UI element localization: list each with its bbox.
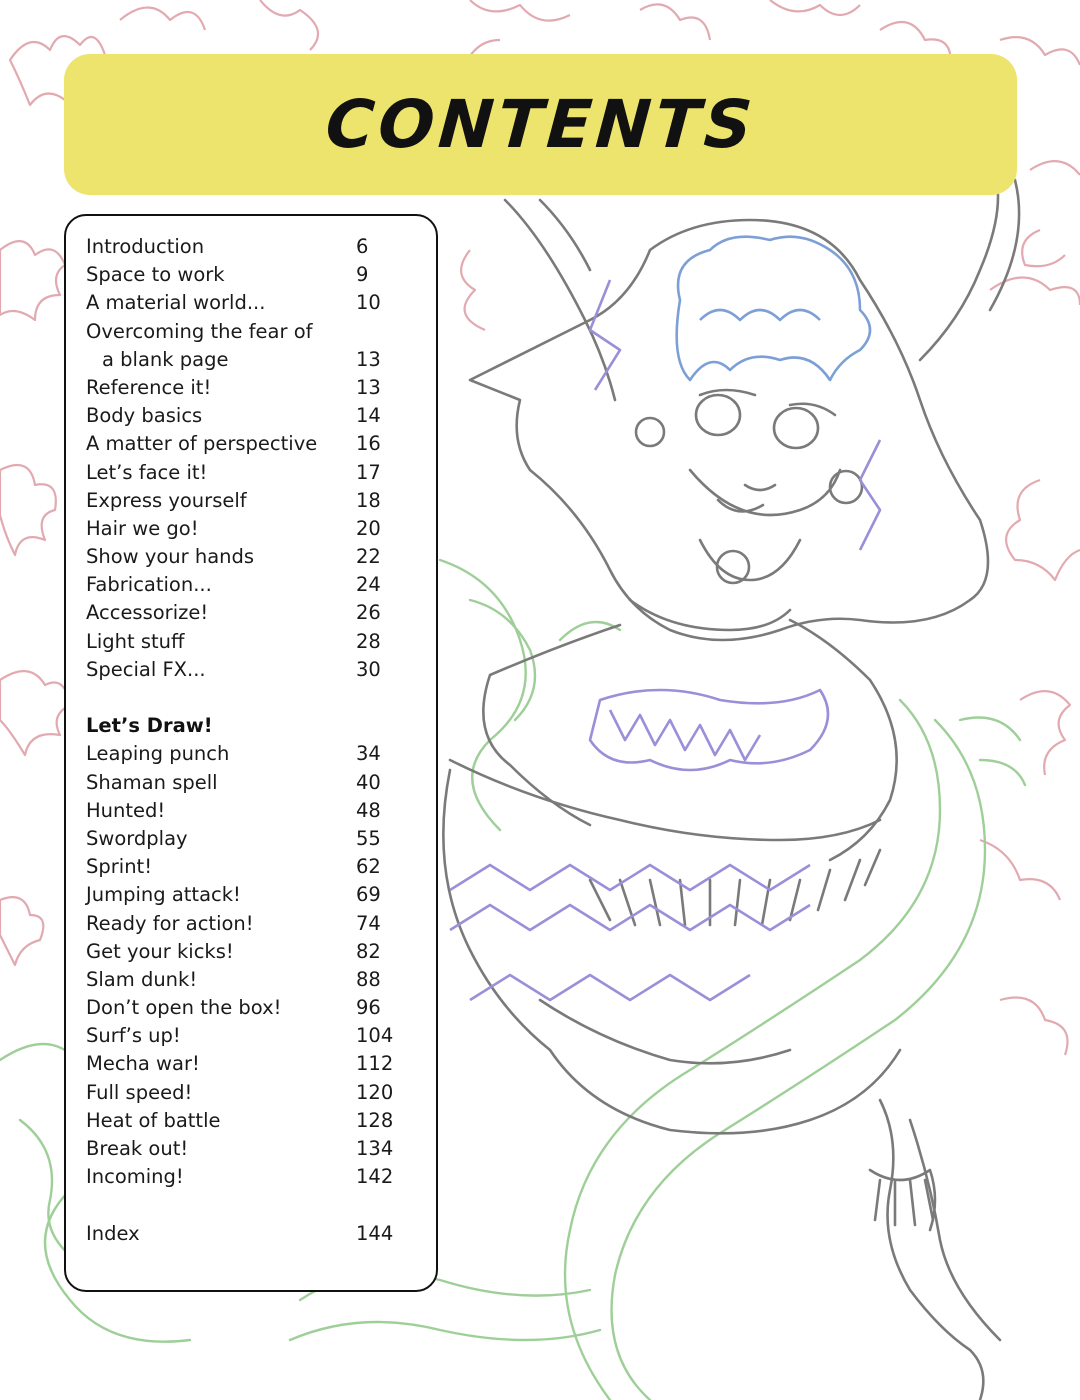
toc-entry[interactable] [86,628,436,656]
toc-entry-page: 10 [356,291,381,315]
toc-entry[interactable] [86,910,436,938]
toc-entry-page: 104 [356,1024,394,1048]
contents-banner [64,54,1017,195]
toc-entry-page: 82 [356,939,381,963]
toc-entry-page: 69 [356,883,381,907]
toc-entry-page: 142 [356,1165,394,1189]
toc-entry-page: 55 [356,826,381,850]
toc-entry[interactable] [86,938,436,966]
toc-entry-title: Body basics [86,404,203,428]
toc-entry[interactable] [86,1022,436,1050]
toc-entry[interactable] [86,1050,436,1078]
toc-entry-page: 40 [356,770,381,794]
toc-entry-title: Mecha war! [86,1052,200,1076]
toc-entry[interactable] [86,459,436,487]
toc-entry[interactable] [86,318,436,346]
toc-entry-title: Light stuff [86,629,185,653]
toc-entry-page: 26 [356,601,381,625]
toc-entry-page: 9 [356,263,369,287]
toc-section-list [86,740,436,1191]
toc-entry[interactable] [86,233,436,261]
toc-entry-title: Don’t open the box! [86,996,282,1020]
toc-entry-title: Ready for action! [86,911,254,935]
toc-entry-title: Hair we go! [86,516,199,540]
toc-entry-title: Shaman spell [86,770,218,794]
toc-entry[interactable] [86,346,436,374]
toc-entry[interactable] [86,430,436,458]
toc-entry[interactable] [86,1079,436,1107]
toc-entry-page: 48 [356,798,381,822]
toc-main-list [86,233,436,684]
toc-entry-title: Jumping attack! [86,883,241,907]
toc-entry-page: 88 [356,967,381,991]
toc-entry[interactable] [86,966,436,994]
hair-accent [677,237,870,380]
toc-entry-title: Index [86,1221,140,1245]
toc-entry-title: A matter of perspective [86,432,318,456]
toc-entry-page: 96 [356,996,381,1020]
toc-entry-page: 13 [356,347,381,371]
toc-entry-page: 62 [356,855,381,879]
toc-entry[interactable] [86,769,436,797]
dress-pattern [450,280,880,1000]
toc-entry[interactable] [86,1135,436,1163]
toc-entry[interactable] [86,571,436,599]
toc-entry[interactable] [86,1163,436,1191]
section-heading: Let’s Draw! [86,714,213,738]
toc-entry-title: Slam dunk! [86,967,198,991]
toc-entry-title: Sprint! [86,855,153,879]
toc-entry-title: Show your hands [86,545,255,569]
toc-entry-page: 24 [356,573,381,597]
toc-entry-page: 6 [356,235,369,258]
toc-entry-title: Let’s face it! [86,460,208,484]
toc-entry-title: Overcoming the fear of [86,319,313,343]
toc-entry-page: 14 [356,404,381,428]
toc-entry-title: Break out! [86,1137,189,1160]
toc-entry[interactable] [86,515,436,543]
toc-entry-page: 18 [356,488,381,512]
toc-entry-page: 112 [356,1052,394,1076]
page-title: CONTENTS [322,86,759,163]
toc-entry-title: Surf’s up! [86,1024,181,1048]
toc-entry-page: 30 [356,657,381,681]
toc-entry[interactable] [86,261,436,289]
toc-entry-title: Full speed! [86,1080,193,1104]
toc-entry-page: 20 [356,516,381,540]
toc-entry[interactable] [86,543,436,571]
toc-index-row[interactable] [86,1220,436,1248]
toc-entry-page: 74 [356,911,381,935]
toc-entry[interactable] [86,797,436,825]
toc-entry-title: Incoming! [86,1165,184,1189]
toc-entry[interactable] [86,1107,436,1135]
toc-entry[interactable] [86,487,436,515]
table-of-contents [64,214,438,1292]
toc-entry-page: 16 [356,432,381,456]
toc-entry-title: Express yourself [86,488,247,512]
toc-entry-title: Fabrication... [86,573,212,597]
toc-entry-title: Swordplay [86,826,188,850]
toc-entry-title: Hunted! [86,798,166,822]
toc-entry-title: Introduction [86,235,205,258]
toc-entry-page: 144 [356,1221,394,1245]
toc-entry-page: 120 [356,1080,394,1104]
toc-entry-page: 13 [356,375,381,399]
toc-entry[interactable] [86,374,436,402]
toc-entry-title: Heat of battle [86,1108,221,1132]
toc-entry[interactable] [86,740,436,768]
toc-entry-page: 134 [356,1137,394,1160]
toc-entry[interactable] [86,994,436,1022]
toc-entry-page: 34 [356,742,381,766]
toc-entry[interactable] [86,289,436,317]
toc-entry[interactable] [86,599,436,627]
toc-entry[interactable] [86,656,436,684]
toc-entry-page: 28 [356,629,381,653]
toc-entry-title: Get your kicks! [86,939,234,963]
toc-entry-title: Leaping punch [86,742,230,766]
manga-girl-figure [443,160,1019,1400]
toc-entry-page: 17 [356,460,381,484]
toc-entry-page: 22 [356,545,381,569]
toc-entry-title: Space to work [86,263,225,287]
toc-entry-title: a blank page [102,347,229,371]
toc-entry[interactable] [86,825,436,853]
toc-entry[interactable] [86,881,436,909]
toc-entry-title: Accessorize! [86,601,209,625]
toc-entry[interactable] [86,853,436,881]
toc-entry-title: Reference it! [86,375,212,399]
toc-entry-title: A material world... [86,291,266,315]
toc-entry[interactable] [86,402,436,430]
toc-entry-page: 128 [356,1108,394,1132]
toc-entry-title: Special FX... [86,657,206,681]
